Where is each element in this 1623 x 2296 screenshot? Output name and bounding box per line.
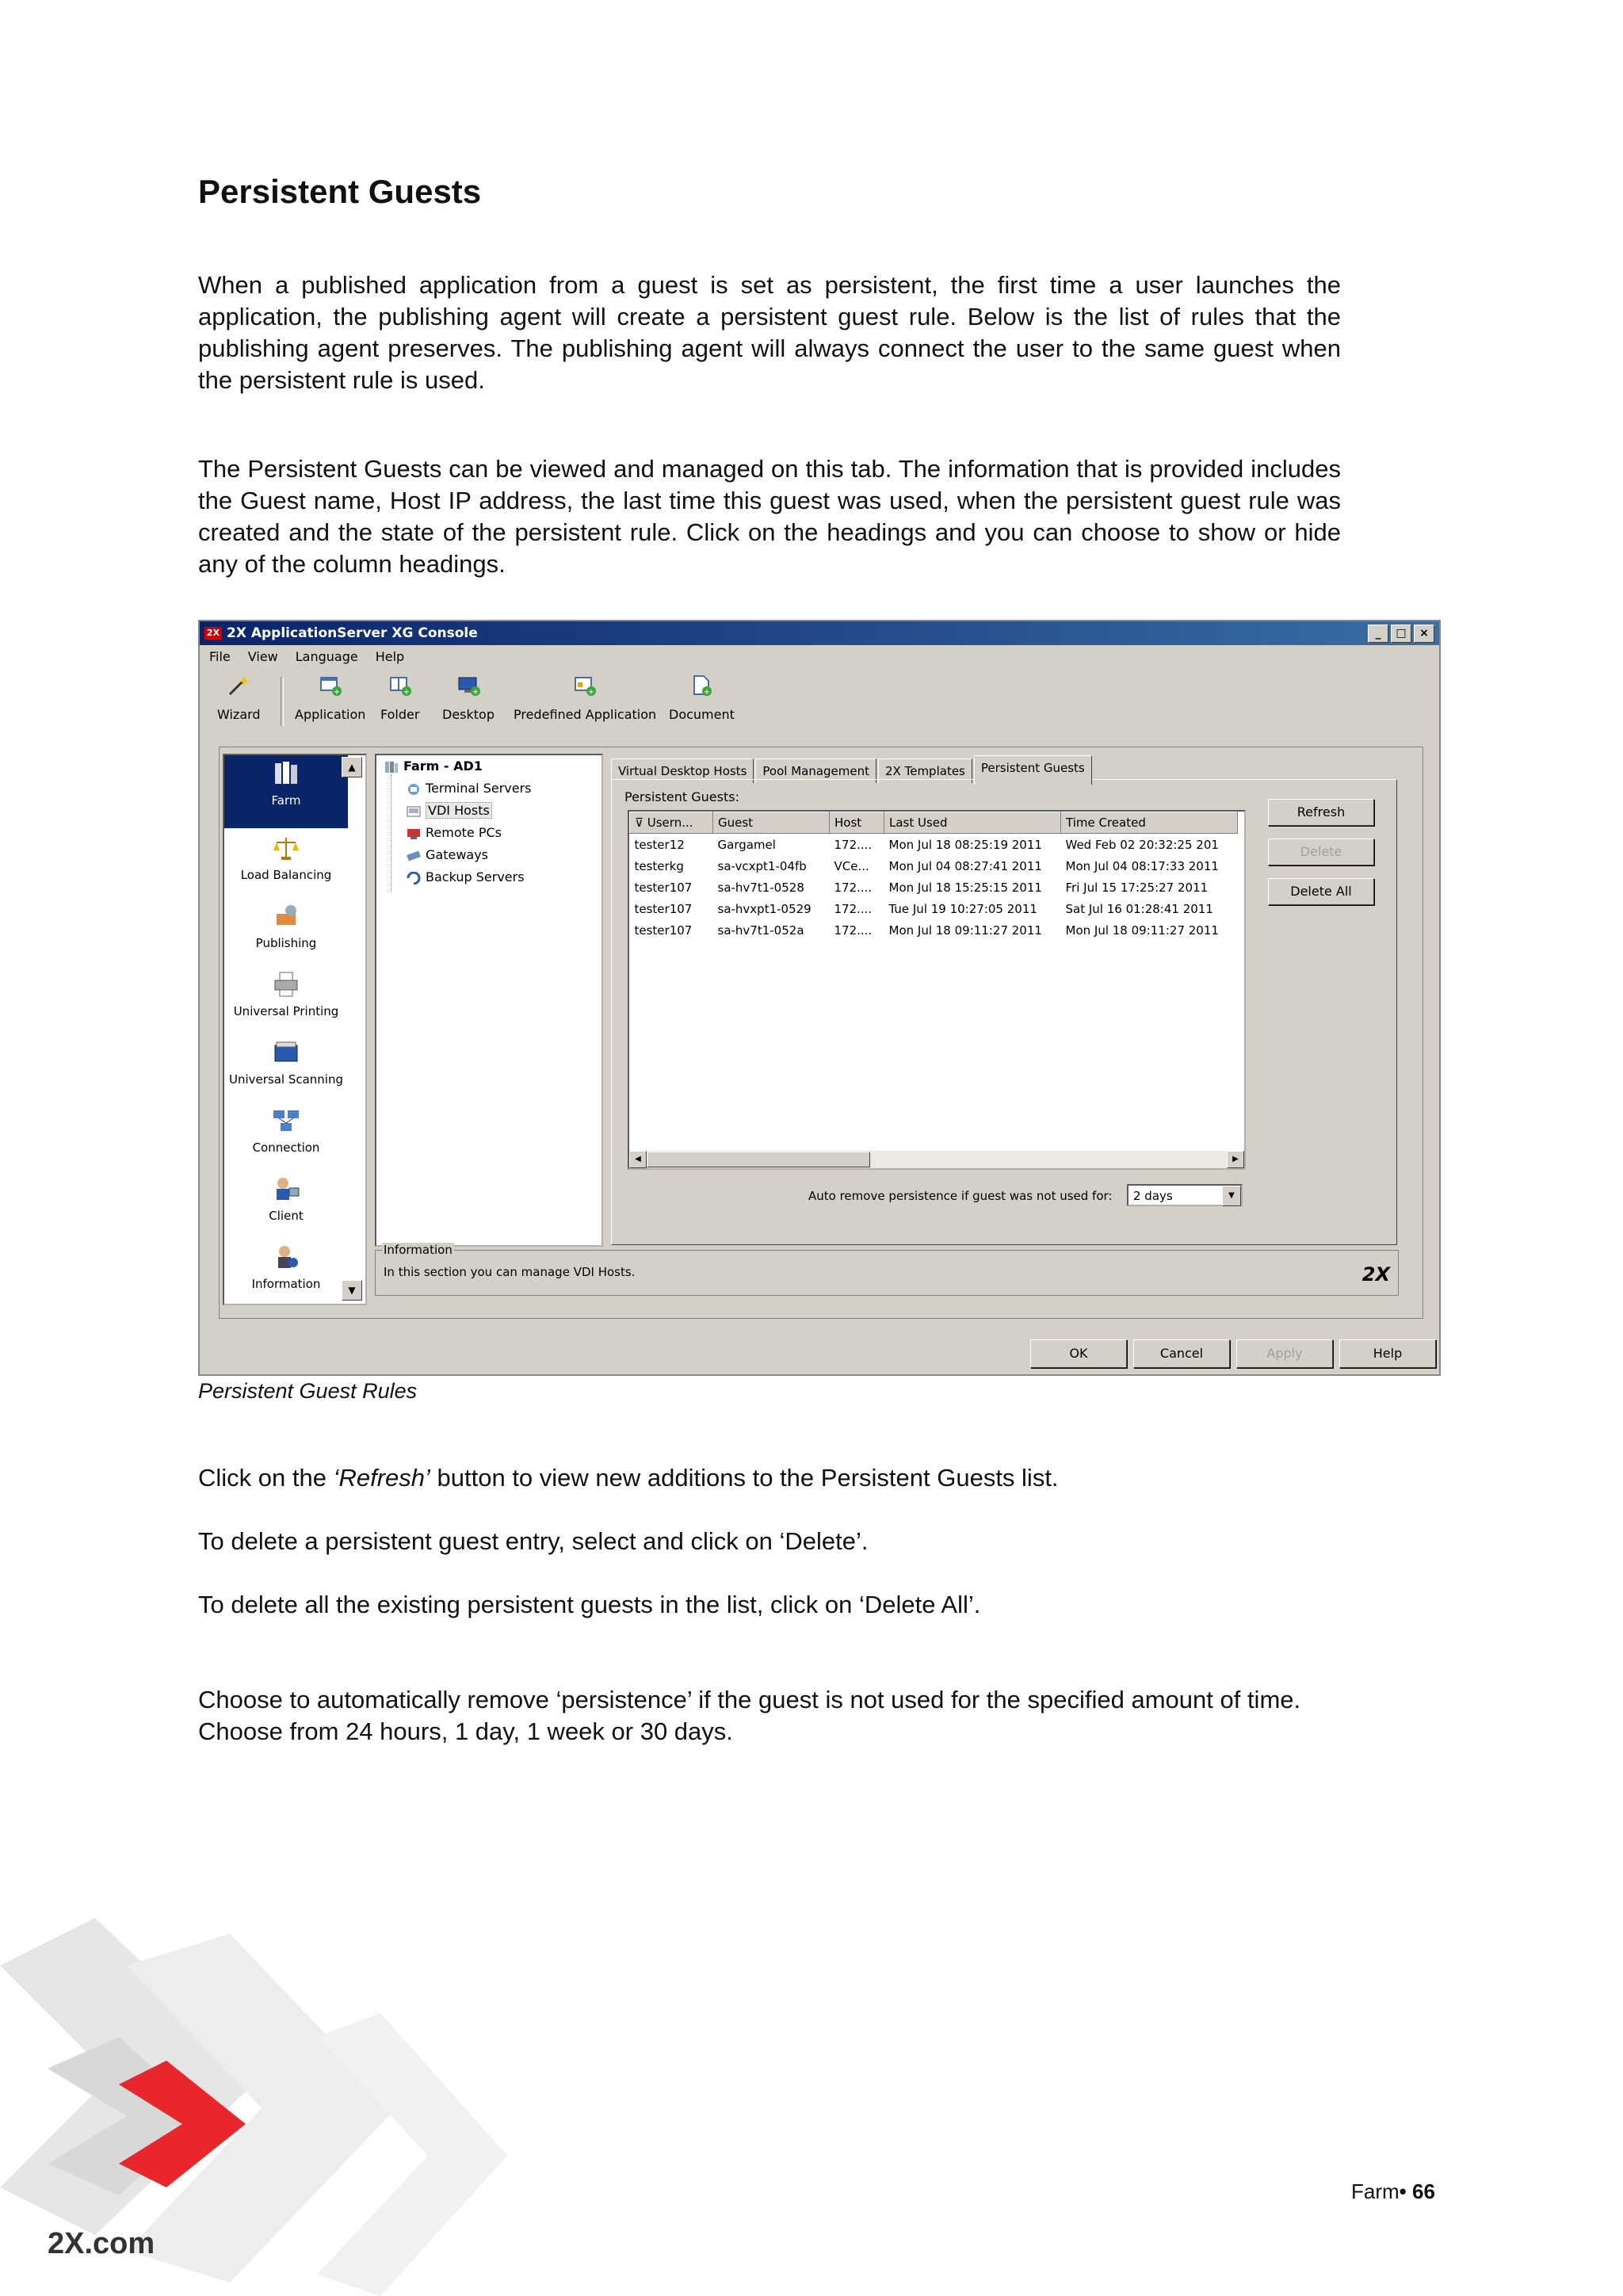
- cell-guest: sa-vcxpt1-04fb: [717, 858, 807, 873]
- svg-text:+: +: [472, 688, 479, 697]
- page-footer: [1351, 2179, 1435, 2204]
- footer-bullet: •: [1399, 2179, 1407, 2203]
- toolbar: [200, 670, 1439, 731]
- column-header-host[interactable]: Host: [830, 812, 884, 834]
- cancel-button[interactable]: Cancel: [1133, 1339, 1230, 1368]
- sidebar-item-connection[interactable]: [224, 1107, 348, 1155]
- 2x-logo: 2X: [1361, 1263, 1390, 1286]
- gateways-icon: [407, 850, 421, 862]
- cell-host: 172....: [834, 880, 873, 895]
- predefined-application-button[interactable]: [514, 674, 656, 722]
- sidebar-label-universal-scanning: Universal Scanning: [228, 1072, 344, 1087]
- title-bar: [200, 621, 1439, 645]
- auto-remove-value: 2 days: [1133, 1189, 1173, 1203]
- menu-language[interactable]: Language: [295, 649, 358, 664]
- printer-icon: [272, 971, 300, 998]
- delete-button[interactable]: Delete: [1268, 839, 1374, 865]
- tab-2x-templates[interactable]: 2X Templates: [878, 758, 972, 783]
- persistent-guests-label: Persistent Guests:: [624, 789, 739, 804]
- tab-strip: [611, 755, 1094, 779]
- svg-text:+: +: [704, 688, 711, 697]
- description-paragraph: The Persistent Guests can be viewed and managed on this tab. The information that is provided includes the Guest name, Host IP address, the last time this guest was used, when the persistent guest rule was created and the state of the persistent rule. Click on the headings and you can choose to show or hide any of the column headings.: [198, 455, 1341, 578]
- cell-host: 172....: [834, 901, 873, 916]
- page-title: Persistent Guests: [198, 173, 482, 210]
- tree-root-farm[interactable]: [384, 758, 483, 774]
- vdi-hosts-icon: [407, 805, 421, 818]
- brand-logo: 2X.com: [48, 2227, 155, 2260]
- document-button[interactable]: [669, 674, 735, 722]
- delete-instruction: To delete a persistent guest entry, select and click on ‘Delete’.: [198, 1527, 869, 1555]
- cell-username: testerkg: [634, 858, 684, 873]
- cell-username: tester107: [634, 923, 693, 938]
- cell-guest: sa-hvxpt1-0529: [717, 901, 812, 916]
- document-icon: [689, 674, 713, 697]
- table-row[interactable]: [630, 877, 1238, 898]
- chevron-down-icon[interactable]: ▼: [1222, 1186, 1241, 1206]
- cell-last-used: Mon Jul 04 08:27:41 2011: [888, 858, 1042, 873]
- scanner-icon: [272, 1039, 300, 1066]
- svg-text:+: +: [403, 688, 410, 697]
- cell-username: tester12: [634, 837, 685, 852]
- farm-tree: [375, 754, 603, 1247]
- desktop-label: Desktop: [442, 707, 495, 722]
- sidebar-item-publishing[interactable]: [224, 903, 348, 950]
- sidebar-item-farm[interactable]: [224, 755, 348, 828]
- information-icon: [272, 1244, 300, 1270]
- cell-username: tester107: [634, 901, 693, 916]
- sidebar-label-universal-printing: Universal Printing: [233, 1004, 339, 1018]
- application-icon: [319, 674, 342, 697]
- app-icon: 2X: [204, 627, 222, 640]
- tab-pool-management[interactable]: Pool Management: [755, 758, 876, 783]
- scroll-left-arrow-icon[interactable]: ◀: [629, 1151, 647, 1168]
- application-label: Application: [295, 707, 366, 722]
- scales-icon: [272, 835, 300, 861]
- tab-virtual-desktop-hosts[interactable]: Virtual Desktop Hosts: [611, 758, 754, 783]
- window-title: 2X ApplicationServer XG Console: [227, 625, 478, 641]
- desktop-button[interactable]: [442, 674, 495, 722]
- tree-root-label: Farm - AD1: [403, 758, 483, 774]
- cell-time-created: Fri Jul 15 17:25:27 2011: [1065, 880, 1209, 895]
- column-header-username[interactable]: ⊽ Usern...: [630, 812, 713, 834]
- ok-button[interactable]: OK: [1030, 1339, 1127, 1368]
- information-box: [375, 1243, 1399, 1296]
- auto-remove-select[interactable]: [1127, 1184, 1243, 1206]
- footer-section: Farm: [1351, 2179, 1400, 2203]
- cell-time-created: Mon Jul 04 08:17:33 2011: [1065, 858, 1219, 873]
- refresh-button[interactable]: Refresh: [1268, 799, 1374, 826]
- sidebar-item-information[interactable]: [224, 1244, 348, 1291]
- menu-help[interactable]: Help: [375, 649, 405, 664]
- sidebar-scroll-up-button[interactable]: ▲: [342, 757, 362, 777]
- delete-all-button[interactable]: Delete All: [1268, 878, 1374, 905]
- main-area: [219, 747, 1423, 1319]
- tree-item-remote-pcs[interactable]: [407, 825, 502, 840]
- cell-time-created: Sat Jul 16 01:28:41 2011: [1065, 901, 1213, 916]
- application-button[interactable]: [295, 674, 365, 722]
- tab-persistent-guests[interactable]: Persistent Guests: [974, 755, 1092, 785]
- table-row[interactable]: [630, 855, 1238, 877]
- cell-username: tester107: [634, 880, 693, 895]
- backup-servers-icon: [407, 872, 421, 884]
- tree-label-backup-servers: Backup Servers: [426, 869, 525, 884]
- delete-all-instruction: To delete all the existing persistent guests in the list, click on ‘Delete All’.: [198, 1591, 981, 1618]
- cell-last-used: Tue Jul 19 10:27:05 2011: [888, 901, 1037, 916]
- tree-lines: [391, 774, 407, 892]
- desktop-icon: [456, 674, 480, 697]
- persistent-guests-list[interactable]: [628, 810, 1246, 1170]
- horizontal-scrollbar[interactable]: [629, 1151, 1244, 1168]
- menu-file[interactable]: File: [209, 649, 231, 664]
- category-sidebar: [223, 754, 367, 1305]
- folder-icon: [388, 674, 412, 697]
- cell-guest: Gargamel: [717, 837, 776, 852]
- scroll-thumb[interactable]: [647, 1152, 870, 1167]
- tree-item-vdi-hosts[interactable]: [407, 803, 492, 818]
- network-icon: [272, 1107, 300, 1134]
- auto-remove-instruction-1: Choose to automatically remove ‘persistence’ if the guest is not used for the specified amount of time.: [198, 1686, 1301, 1713]
- tree-item-terminal-servers[interactable]: [407, 781, 532, 796]
- cell-host: 172....: [834, 923, 873, 938]
- cell-time-created: Mon Jul 18 09:11:27 2011: [1065, 923, 1219, 938]
- column-header-time-created[interactable]: Time Created: [1061, 812, 1238, 834]
- cell-guest: sa-hv7t1-052a: [717, 923, 804, 938]
- column-header-last-used[interactable]: Last Used: [884, 812, 1061, 834]
- information-title: Information: [384, 1243, 453, 1257]
- filter-icon: ⊽: [635, 816, 643, 830]
- auto-remove-instruction-2: Choose from 24 hours, 1 day, 1 week or 30 days.: [198, 1717, 733, 1745]
- sidebar-label-load-balancing: Load Balancing: [240, 868, 332, 882]
- farm-node-icon: [384, 761, 399, 774]
- cell-last-used: Mon Jul 18 15:25:15 2011: [888, 880, 1042, 895]
- sidebar-label-information: Information: [251, 1277, 321, 1291]
- folder-button[interactable]: [380, 674, 419, 722]
- menu-bar: [200, 645, 1439, 669]
- close-button[interactable]: ×: [1414, 625, 1434, 643]
- console-screenshot: [198, 620, 1441, 1376]
- tree-label-gateways: Gateways: [426, 847, 489, 862]
- information-text: In this section you can manage VDI Hosts.: [384, 1265, 636, 1279]
- remote-pcs-icon: [407, 827, 421, 840]
- terminal-servers-icon: [407, 783, 421, 796]
- table-row[interactable]: [630, 898, 1238, 919]
- cell-host: 172....: [834, 837, 873, 852]
- persistent-guests-panel: [611, 779, 1397, 1245]
- refresh-instruction: Click on the ‘Refresh’ button to view new additions to the Persistent Guests list.: [198, 1464, 1059, 1492]
- sidebar-item-client[interactable]: [224, 1175, 348, 1223]
- tree-item-backup-servers[interactable]: [407, 869, 525, 884]
- tree-label-remote-pcs: Remote PCs: [426, 825, 502, 840]
- wizard-button[interactable]: [217, 674, 261, 722]
- auto-remove-label: Auto remove persistence if guest was not used for:: [808, 1189, 1113, 1203]
- folder-label: Folder: [380, 707, 420, 722]
- document-label: Document: [669, 707, 735, 722]
- sidebar-scroll-down-button[interactable]: ▼: [342, 1280, 362, 1301]
- sidebar-label-farm: Farm: [271, 793, 301, 808]
- table-row[interactable]: [630, 834, 1238, 856]
- predefined-application-icon: [573, 674, 597, 697]
- cell-host: VCe...: [834, 858, 869, 873]
- sidebar-item-universal-printing[interactable]: [224, 971, 348, 1018]
- wizard-label: Wizard: [217, 707, 261, 722]
- page-number: 66: [1412, 2179, 1435, 2203]
- cell-time-created: Wed Feb 02 20:32:25 201: [1065, 837, 1219, 852]
- client-icon: [272, 1175, 300, 1202]
- sidebar-label-publishing: Publishing: [255, 936, 317, 950]
- cell-guest: sa-hv7t1-0528: [717, 880, 804, 895]
- scroll-right-arrow-icon[interactable]: ▶: [1227, 1151, 1244, 1168]
- tree-item-gateways[interactable]: [407, 847, 488, 862]
- cell-last-used: Mon Jul 18 08:25:19 2011: [888, 837, 1042, 852]
- table-row[interactable]: [630, 919, 1238, 941]
- sidebar-item-universal-scanning[interactable]: [224, 1039, 348, 1087]
- menu-view[interactable]: View: [247, 649, 278, 664]
- intro-paragraph: When a published application from a guest is set as persistent, the first time a user launches the application, the publishing agent will create a persistent guest rule. Below is the list of rules that the publishing agent preserves. The publishing agent will always connect the user to the same guest when the persistent rule is used.: [198, 271, 1341, 394]
- sidebar-item-load-balancing[interactable]: [224, 835, 348, 882]
- toolbar-separator: [281, 677, 284, 726]
- svg-text:+: +: [587, 688, 595, 697]
- tree-label-vdi-hosts: VDI Hosts: [426, 802, 492, 819]
- sidebar-label-client: Client: [269, 1209, 304, 1223]
- figure-caption: Persistent Guest Rules: [198, 1379, 418, 1403]
- wizard-icon: [227, 674, 250, 697]
- help-button[interactable]: Help: [1339, 1339, 1436, 1368]
- publishing-icon: [272, 903, 300, 930]
- farm-icon: [272, 760, 300, 787]
- sidebar-label-connection: Connection: [252, 1140, 320, 1155]
- column-header-guest[interactable]: Guest: [713, 812, 830, 834]
- tree-label-terminal-servers: Terminal Servers: [426, 781, 532, 796]
- cell-last-used: Mon Jul 18 09:11:27 2011: [888, 923, 1042, 938]
- minimize-button[interactable]: _: [1368, 625, 1388, 643]
- svg-text:+: +: [333, 688, 340, 697]
- maximize-button[interactable]: □: [1391, 625, 1411, 643]
- apply-button[interactable]: Apply: [1236, 1339, 1333, 1368]
- predefined-application-label: Predefined Application: [514, 707, 657, 722]
